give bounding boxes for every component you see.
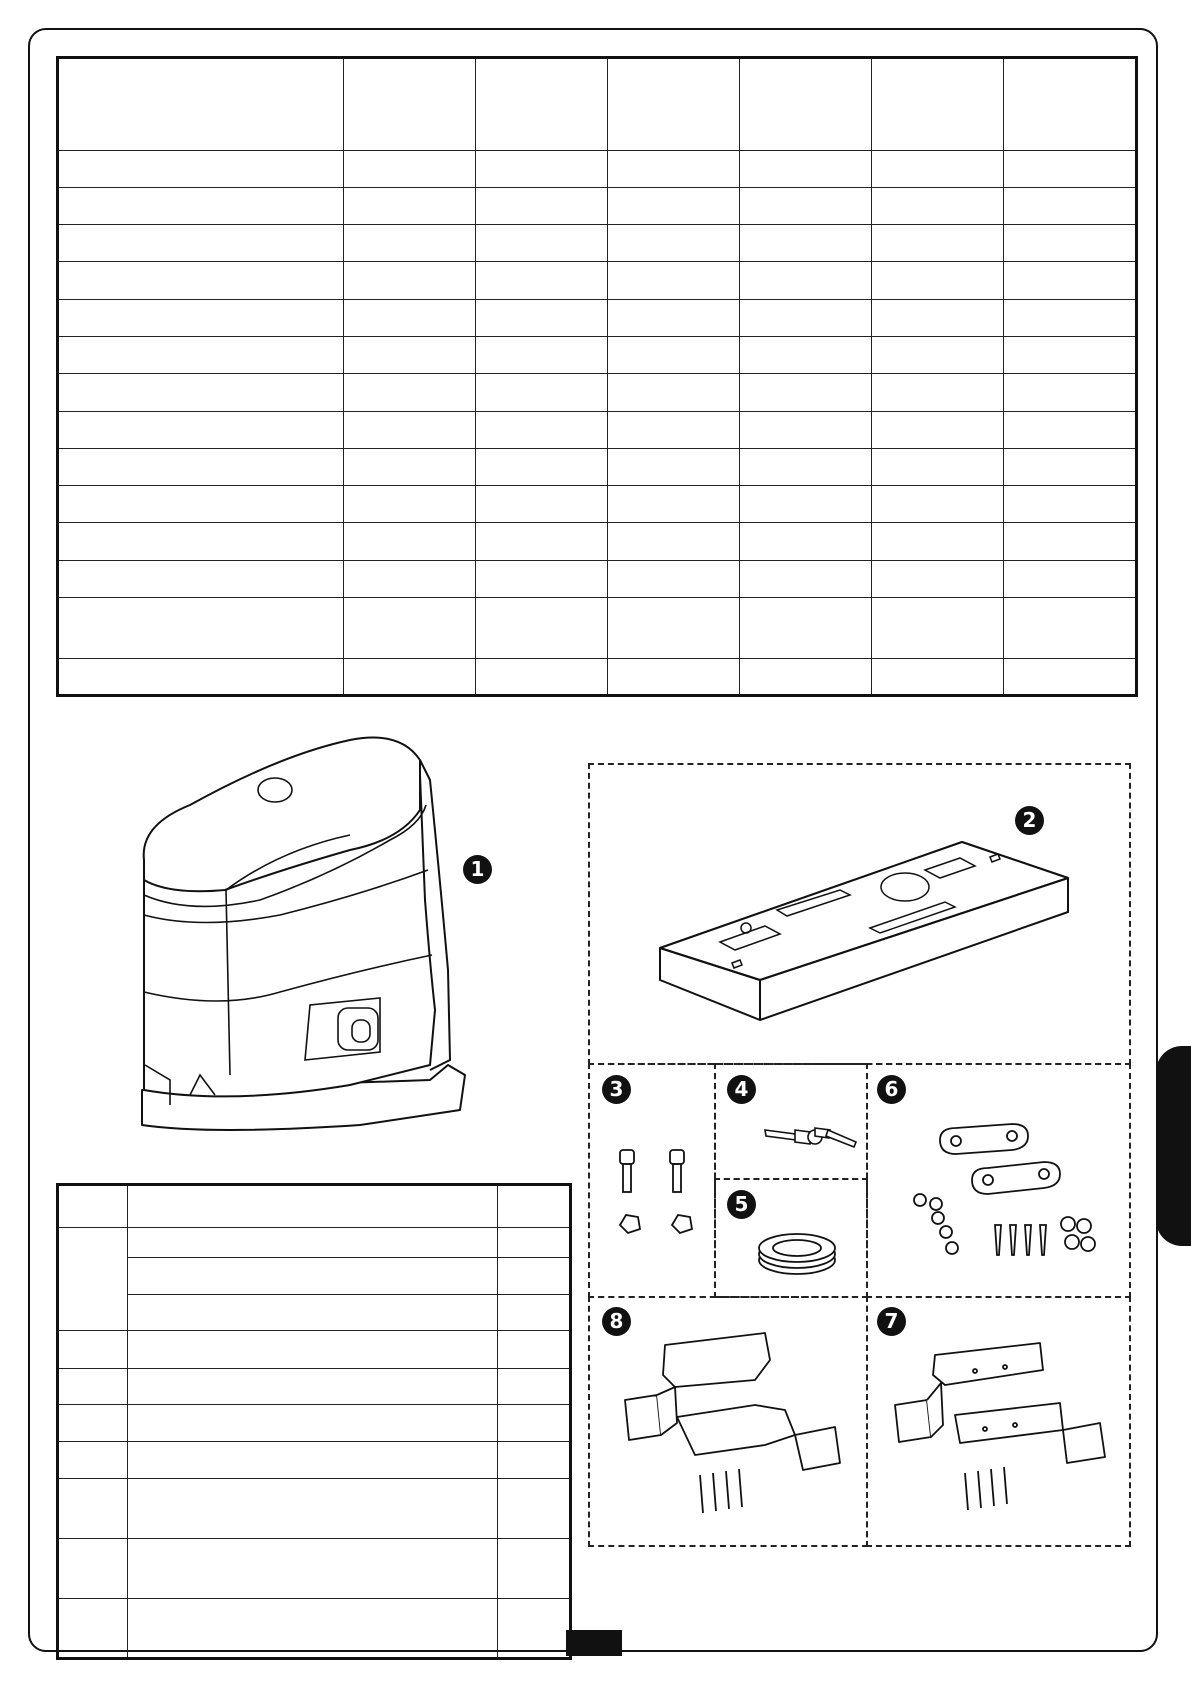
table-cell xyxy=(740,658,872,695)
table-cell xyxy=(344,336,476,373)
table-cell xyxy=(872,225,1004,262)
table-row xyxy=(58,1185,571,1228)
table-row xyxy=(58,1257,571,1294)
table-row xyxy=(58,1599,571,1659)
table-cell xyxy=(608,262,740,299)
table-cell xyxy=(608,560,740,597)
table-cell xyxy=(740,597,872,658)
table-cell xyxy=(476,411,608,448)
table-cell xyxy=(740,523,872,560)
table-cell xyxy=(1004,658,1137,695)
table-cell xyxy=(344,299,476,336)
table-cell xyxy=(1004,560,1137,597)
table-cell xyxy=(58,411,344,448)
table-cell xyxy=(344,448,476,485)
table-cell xyxy=(608,658,740,695)
badge-6: 6 xyxy=(877,1075,906,1104)
table-cell xyxy=(344,560,476,597)
table-row xyxy=(58,1227,571,1257)
parts-list-table xyxy=(56,1183,572,1660)
table-cell xyxy=(58,187,344,224)
table-cell xyxy=(740,58,872,151)
table-cell xyxy=(476,58,608,151)
table-cell xyxy=(476,262,608,299)
chapter-side-tab xyxy=(1156,1046,1191,1246)
table-cell xyxy=(872,411,1004,448)
table-cell xyxy=(1004,299,1137,336)
table-cell xyxy=(344,58,476,151)
badge-3: 3 xyxy=(602,1075,631,1104)
table-cell xyxy=(1004,150,1137,187)
table-cell xyxy=(740,187,872,224)
table-cell xyxy=(58,374,344,411)
table-row xyxy=(58,1294,571,1330)
table-cell xyxy=(1004,411,1137,448)
spacers-drawing xyxy=(900,1120,1110,1280)
table-cell xyxy=(344,658,476,695)
table-cell xyxy=(344,523,476,560)
table-cell xyxy=(476,597,608,658)
table-cell xyxy=(1004,374,1137,411)
table-cell xyxy=(740,448,872,485)
table-cell xyxy=(476,523,608,560)
table-cell xyxy=(58,658,344,695)
table-cell xyxy=(608,187,740,224)
table-cell xyxy=(1004,187,1137,224)
table-row xyxy=(58,411,1137,448)
table-cell xyxy=(58,336,344,373)
table-row xyxy=(58,187,1137,224)
table-cell xyxy=(476,150,608,187)
table-row xyxy=(58,336,1137,373)
rack-brackets-8-drawing xyxy=(615,1325,865,1535)
badge-1: 1 xyxy=(463,855,492,884)
table-cell xyxy=(58,560,344,597)
table-row xyxy=(58,597,1137,658)
table-cell xyxy=(1004,225,1137,262)
table-cell xyxy=(608,150,740,187)
table-row xyxy=(58,486,1137,523)
table-cell xyxy=(58,299,344,336)
table-cell xyxy=(58,448,344,485)
table-cell xyxy=(58,58,344,151)
table-cell xyxy=(740,150,872,187)
table-cell xyxy=(872,299,1004,336)
table-cell xyxy=(476,225,608,262)
table-cell xyxy=(476,336,608,373)
table-cell xyxy=(344,411,476,448)
table-cell xyxy=(608,299,740,336)
table-cell xyxy=(1004,486,1137,523)
table-cell xyxy=(1004,597,1137,658)
table-cell xyxy=(344,187,476,224)
table-cell xyxy=(608,411,740,448)
table-cell xyxy=(872,187,1004,224)
table-row xyxy=(58,1368,571,1404)
table-cell xyxy=(344,262,476,299)
badge-5: 5 xyxy=(727,1190,756,1219)
table-cell xyxy=(58,597,344,658)
table-cell xyxy=(872,374,1004,411)
table-cell xyxy=(608,58,740,151)
table-row xyxy=(58,560,1137,597)
table-cell xyxy=(740,486,872,523)
table-cell xyxy=(740,299,872,336)
table-cell xyxy=(608,523,740,560)
table-cell xyxy=(872,336,1004,373)
table-cell xyxy=(740,225,872,262)
table-cell xyxy=(344,374,476,411)
table-cell xyxy=(608,597,740,658)
table-cell xyxy=(872,448,1004,485)
specifications-table xyxy=(56,56,1138,697)
table-cell xyxy=(1004,262,1137,299)
gate-motor-drawing xyxy=(130,730,510,1140)
table-cell xyxy=(58,523,344,560)
table-cell xyxy=(1004,58,1137,151)
table-cell xyxy=(476,448,608,485)
table-cell xyxy=(608,486,740,523)
table-cell xyxy=(344,150,476,187)
table-cell xyxy=(740,560,872,597)
table-cell xyxy=(872,523,1004,560)
table-row xyxy=(58,150,1137,187)
table-cell xyxy=(872,262,1004,299)
badge-4: 4 xyxy=(727,1075,756,1104)
table-row xyxy=(58,523,1137,560)
table-cell xyxy=(476,658,608,695)
table-cell xyxy=(740,411,872,448)
table-cell xyxy=(344,486,476,523)
table-cell xyxy=(872,150,1004,187)
table-cell xyxy=(58,486,344,523)
table-row xyxy=(58,1478,571,1539)
table-cell xyxy=(872,597,1004,658)
table-row xyxy=(58,58,1137,151)
keys-drawing xyxy=(760,1110,860,1160)
table-cell xyxy=(476,486,608,523)
table-cell xyxy=(58,225,344,262)
table-cell xyxy=(1004,336,1137,373)
table-cell xyxy=(740,374,872,411)
table-cell xyxy=(740,262,872,299)
table-row xyxy=(58,1404,571,1441)
table-cell xyxy=(344,225,476,262)
table-cell xyxy=(58,150,344,187)
table-row xyxy=(58,299,1137,336)
table-cell xyxy=(1004,448,1137,485)
badge-2: 2 xyxy=(1015,806,1044,835)
table-row xyxy=(58,262,1137,299)
table-cell xyxy=(476,299,608,336)
table-cell xyxy=(608,225,740,262)
table-row xyxy=(58,1442,571,1478)
badge-8: 8 xyxy=(602,1307,631,1336)
table-cell xyxy=(872,658,1004,695)
table-cell xyxy=(608,336,740,373)
table-cell xyxy=(872,560,1004,597)
page-number-tab xyxy=(566,1630,622,1656)
table-cell xyxy=(872,486,1004,523)
table-cell xyxy=(58,262,344,299)
bolts-drawing xyxy=(610,1145,700,1245)
table-cell xyxy=(1004,523,1137,560)
table-cell xyxy=(476,187,608,224)
table-row xyxy=(58,658,1137,695)
table-cell xyxy=(608,374,740,411)
table-cell xyxy=(476,374,608,411)
table-row xyxy=(58,225,1137,262)
table-cell xyxy=(740,336,872,373)
table-row xyxy=(58,448,1137,485)
table-row xyxy=(58,1539,571,1599)
table-cell xyxy=(608,448,740,485)
badge-7: 7 xyxy=(877,1307,906,1336)
table-cell xyxy=(476,560,608,597)
table-row xyxy=(58,374,1137,411)
rack-brackets-7-drawing xyxy=(885,1325,1125,1535)
table-cell xyxy=(872,58,1004,151)
table-cell xyxy=(344,597,476,658)
base-plate-drawing xyxy=(650,830,1080,1030)
table-row xyxy=(58,1331,571,1368)
gasket-drawing xyxy=(752,1222,842,1282)
